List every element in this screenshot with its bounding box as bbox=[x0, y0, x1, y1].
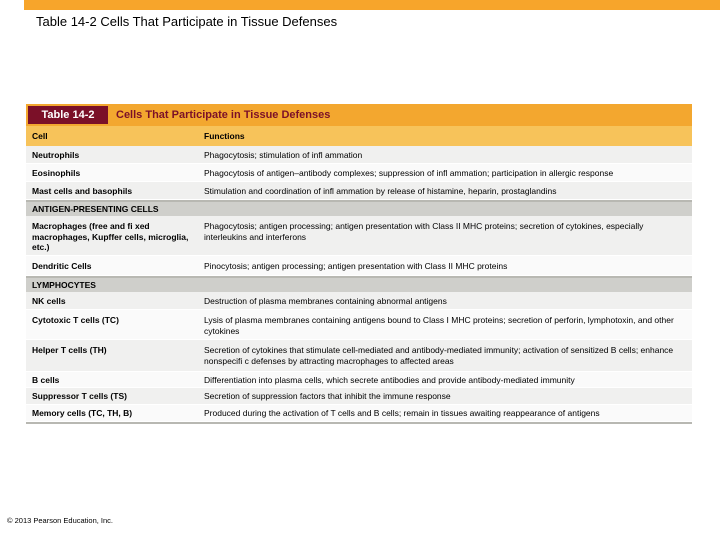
table-number: Table 14-2 bbox=[28, 106, 108, 124]
top-accent-bar bbox=[0, 0, 720, 10]
row-function: Destruction of plasma membranes containing abnormal antigens bbox=[204, 296, 447, 306]
table-row bbox=[26, 372, 692, 388]
row-cell-name: NK cells bbox=[32, 296, 66, 306]
table-row bbox=[26, 216, 692, 256]
column-header-cell: Cell bbox=[32, 131, 48, 141]
row-function: Lysis of plasma membranes containing antigens bound to Class I MHC proteins; secretion of perforin, lymphotoxin, and other cytokines bbox=[204, 315, 674, 336]
column-header-row bbox=[26, 126, 692, 146]
table-row bbox=[26, 164, 692, 182]
table-row bbox=[26, 388, 692, 405]
row-cell-name: Neutrophils bbox=[32, 150, 80, 160]
row-cell-name: Memory cells (TC, TH, B) bbox=[32, 408, 133, 418]
row-cell-name: B cells bbox=[32, 375, 60, 385]
row-function: Secretion of suppression factors that inhibit the immune response bbox=[204, 391, 451, 401]
row-cell-name: Cytotoxic T cells (TC) bbox=[32, 315, 119, 325]
table-row bbox=[26, 405, 692, 422]
slide-title: Table 14-2 Cells That Participate in Tissue Defenses bbox=[36, 14, 338, 29]
row-function: Stimulation and coordination of infl ammation by release of histamine, heparin, prostaglandins bbox=[204, 186, 557, 196]
table-title: Cells That Participate in Tissue Defenses bbox=[116, 109, 331, 121]
row-function: Differentiation into plasma cells, which secrete antibodies and provide antibody-mediated immunity bbox=[204, 375, 575, 385]
top-accent-bar-right bbox=[24, 0, 720, 10]
table-row bbox=[26, 146, 692, 164]
row-function: Secretion of cytokines that stimulate cell-mediated and antibody-mediated immunity; activation of sensitized B cells; enhance nonspecifi c defenses by attracting macrophages to affected areas bbox=[204, 345, 674, 366]
row-function: Pinocytosis; antigen processing; antigen presentation with Class II MHC proteins bbox=[204, 261, 508, 271]
top-accent-bar-left bbox=[0, 0, 24, 10]
table-row bbox=[26, 182, 692, 200]
row-function: Phagocytosis; stimulation of infl ammation bbox=[204, 150, 363, 160]
row-cell-name: Helper T cells (TH) bbox=[32, 345, 107, 355]
row-cell-name: Eosinophils bbox=[32, 168, 81, 178]
tissue-defense-table bbox=[26, 104, 692, 424]
row-function: Phagocytosis; antigen processing; antigen presentation with Class II MHC proteins; secretion of cytokines, especially interleukins and interferons bbox=[204, 221, 644, 242]
row-function: Phagocytosis of antigen–antibody complexes; suppression of infl ammation; participation in allergic response bbox=[204, 168, 614, 178]
section-label: ANTIGEN-PRESENTING CELLS bbox=[32, 204, 159, 214]
section-header-antigen-presenting bbox=[26, 200, 692, 216]
row-function: Produced during the activation of T cells and B cells; remain in tissues awaiting reappearance of antigens bbox=[204, 408, 600, 418]
section-header-lymphocytes bbox=[26, 276, 692, 292]
section-label: LYMPHOCYTES bbox=[32, 280, 96, 290]
copyright-notice: © 2013 Pearson Education, Inc. bbox=[7, 516, 114, 525]
table-bottom-rule bbox=[26, 422, 692, 424]
column-header-functions: Functions bbox=[204, 131, 245, 141]
row-cell-name: Mast cells and basophils bbox=[32, 186, 133, 196]
row-cell-name: Macrophages (free and fi xed macrophages, Kupffer cells, microglia, etc.) bbox=[32, 221, 189, 252]
table-header-bar bbox=[26, 104, 692, 126]
row-cell-name: Dendritic Cells bbox=[32, 261, 92, 271]
row-cell-name: Suppressor T cells (TS) bbox=[32, 391, 127, 401]
table-row bbox=[26, 292, 692, 310]
table-row bbox=[26, 310, 692, 340]
table-row bbox=[26, 340, 692, 372]
table-row bbox=[26, 256, 692, 276]
